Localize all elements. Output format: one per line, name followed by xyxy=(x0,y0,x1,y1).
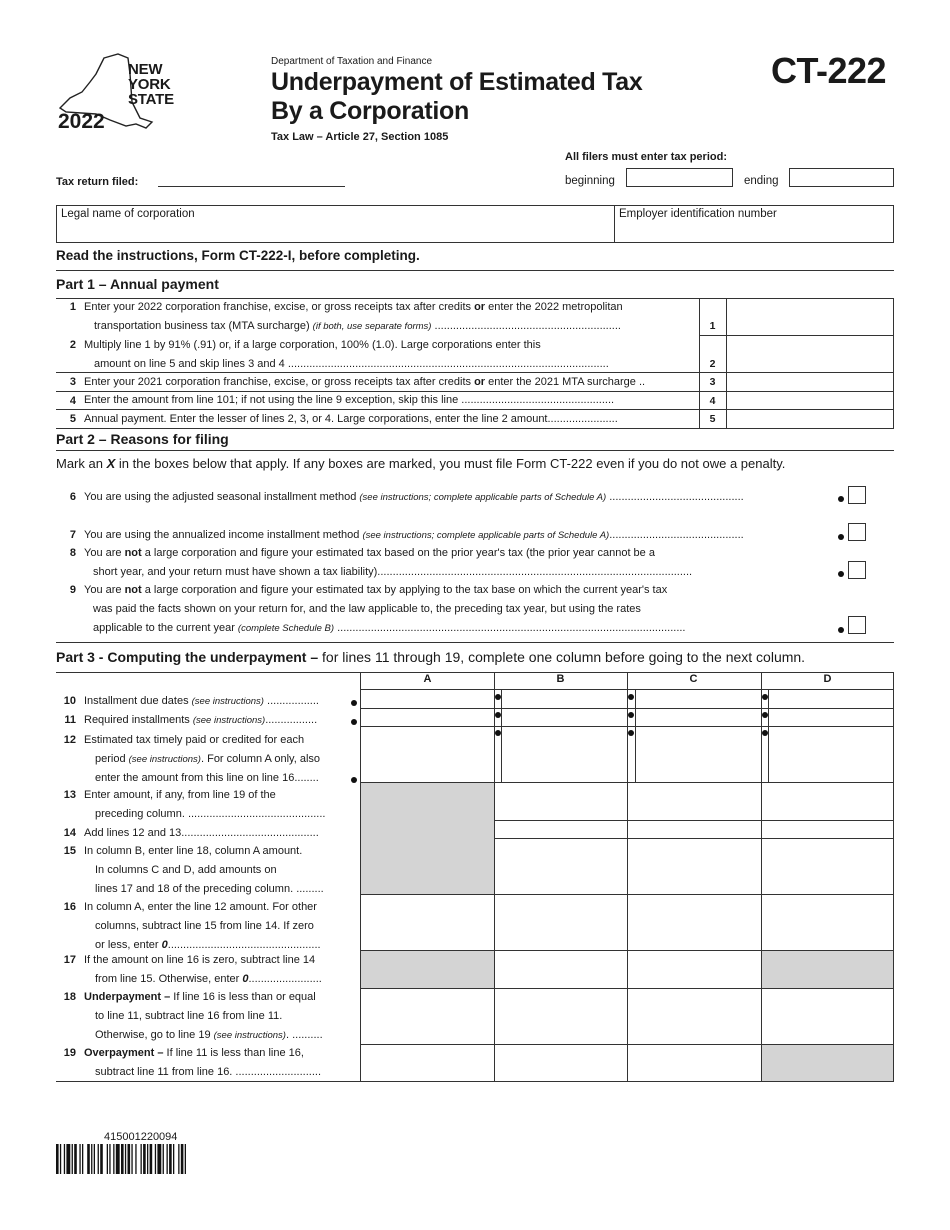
bullet-icon xyxy=(495,712,501,718)
shaded-cell xyxy=(761,950,894,988)
line-10-col-b-field[interactable] xyxy=(502,690,626,707)
line-15-col-d-field[interactable] xyxy=(762,839,893,893)
barcode-bar xyxy=(66,1144,70,1174)
line-14-col-c-field[interactable] xyxy=(628,821,759,837)
barcode-bar xyxy=(116,1144,120,1174)
barcode-icon xyxy=(56,1144,240,1174)
line-4-label: 4 xyxy=(709,395,716,407)
barcode-bar xyxy=(109,1144,110,1174)
line-15-col-c-field[interactable] xyxy=(628,839,759,893)
barcode-bar xyxy=(143,1144,146,1174)
line-10-col-c-field[interactable] xyxy=(635,690,759,707)
line-18-col-d-field[interactable] xyxy=(762,989,893,1043)
line-12-col-a-field[interactable] xyxy=(369,727,493,781)
line-3-text: Enter your 2021 corporation franchise, excise, or gross receipts tax after credits or enter the 2021 MTA surcharge .. xyxy=(84,376,646,388)
barcode-bar xyxy=(150,1144,153,1174)
line-11-col-d-field[interactable] xyxy=(769,709,893,725)
bullet-icon xyxy=(351,719,357,725)
bullet-icon xyxy=(351,700,357,706)
line-16-col-c-field[interactable] xyxy=(628,895,759,949)
bullet-icon xyxy=(628,694,634,700)
line-4-amount[interactable] xyxy=(727,392,892,408)
barcode-bar xyxy=(113,1144,114,1174)
beginning-label: beginning xyxy=(565,175,615,187)
barcode-bar xyxy=(64,1144,65,1174)
barcode-bar xyxy=(56,1144,59,1174)
instructions-note: Read the instructions, Form CT-222-I, before completing. xyxy=(56,248,420,263)
shaded-cell xyxy=(361,782,494,894)
column-header-c: C xyxy=(689,673,698,685)
bullet-icon xyxy=(351,777,357,783)
line-3-amount[interactable] xyxy=(727,373,892,390)
form-title: Underpayment of Estimated Tax By a Corporation xyxy=(271,68,643,125)
barcode-bar xyxy=(128,1144,131,1174)
line-19-label: 19 Overpayment – If line 11 is less than line 16, subtract line 11 from line 16. ............................ xyxy=(63,1047,321,1078)
line-number: 4 xyxy=(69,395,76,407)
divider xyxy=(56,642,894,643)
line-17-label: 17 If the amount on line 16 is zero, subtract line 14 from line 15. Otherwise, enter 0........................ xyxy=(63,954,322,985)
line-14-col-d-field[interactable] xyxy=(762,821,893,837)
barcode-bar xyxy=(121,1144,124,1174)
barcode-bar xyxy=(169,1144,172,1174)
tax-year: 2022 xyxy=(58,110,105,133)
line-2-text: Multiply line 1 by 91% (.91) or, if a large corporation, 100% (1.0). Large corporations enter this amount on line 5 and skip lines 3 and 4 ......................................................................................................... xyxy=(84,339,609,370)
form-number: CT-222 xyxy=(771,50,887,91)
ein-label: Employer identification number xyxy=(619,208,777,220)
line-number: 5 xyxy=(69,413,76,425)
column-header-b: B xyxy=(556,673,565,685)
line-5-label: 5 xyxy=(709,413,716,425)
line-2-amount[interactable] xyxy=(727,336,892,371)
barcode-bar xyxy=(107,1144,108,1174)
part1-table xyxy=(56,298,894,429)
line-6: 6 You are using the adjusted seasonal installment method (see instructions; complete applicable parts of Schedule A) ............................................ xyxy=(56,488,894,508)
barcode-bar xyxy=(141,1144,142,1174)
line-13-label: 13 Enter amount, if any, from line 19 of the preceding column. ............................................. xyxy=(63,789,326,820)
divider xyxy=(56,450,894,451)
tax-return-filed-label: Tax return filed: xyxy=(56,176,139,188)
line-9-checkbox[interactable] xyxy=(848,616,866,634)
bullet-icon xyxy=(495,730,501,736)
bullet-icon xyxy=(762,694,768,700)
barcode-bar xyxy=(157,1144,161,1174)
barcode-number: 415001220094 xyxy=(104,1131,178,1143)
divider xyxy=(56,1081,361,1082)
barcode-bar xyxy=(91,1144,92,1174)
bullet-icon xyxy=(762,730,768,736)
line-13-col-b-field[interactable] xyxy=(495,783,626,819)
legal-name-field[interactable] xyxy=(57,206,614,242)
barcode-bar xyxy=(131,1144,132,1174)
barcode-bar xyxy=(100,1144,103,1174)
ending-date-field[interactable] xyxy=(789,168,894,187)
line-18-label: 18 Underpayment – If line 16 is less than or equal to line 11, subtract line 16 from line 11. Otherwise, go to line 19 (see instructions). .......... xyxy=(63,991,323,1041)
line-5-amount[interactable] xyxy=(727,410,892,427)
bullet-icon xyxy=(838,627,844,633)
column-header-a: A xyxy=(423,673,432,685)
line-12-col-d-field[interactable] xyxy=(769,727,893,781)
bullet-icon xyxy=(628,712,634,718)
barcode-bar xyxy=(94,1144,95,1174)
beginning-date-field[interactable] xyxy=(626,168,733,187)
line-7: 7 You are using the annualized income installment method (see instructions; complete applicable parts of Schedule A)............................................ xyxy=(56,526,894,546)
tax-period-note: All filers must enter tax period: xyxy=(565,151,727,163)
line-12-label: 12 Estimated tax timely paid or credited for each period (see instructions). For column A only, also enter the amount from this line on line 16........ xyxy=(56,731,356,788)
line-10-col-a-field[interactable] xyxy=(369,690,493,707)
line-17-col-b-field[interactable] xyxy=(495,951,626,987)
line-number: 3 xyxy=(69,376,76,388)
line-5-text: Annual payment. Enter the lesser of lines 2, 3, or 4. Large corporations, enter the line 2 amount....................... xyxy=(84,413,618,425)
line-18-col-a-field[interactable] xyxy=(362,989,493,1043)
part1-heading: Part 1 – Annual payment xyxy=(56,276,219,292)
line-13-col-c-field[interactable] xyxy=(628,783,759,819)
line-number: 1 xyxy=(69,301,76,313)
barcode-bar xyxy=(82,1144,83,1174)
bullet-icon xyxy=(628,730,634,736)
department-name: Department of Taxation and Finance xyxy=(271,56,433,67)
line-6-checkbox[interactable] xyxy=(848,486,866,504)
ending-label: ending xyxy=(744,175,779,187)
barcode-bar xyxy=(79,1144,80,1174)
line-17-col-c-field[interactable] xyxy=(628,951,759,987)
barcode-bar xyxy=(173,1144,174,1174)
line-16-col-a-field[interactable] xyxy=(362,895,493,949)
barcode-bar xyxy=(87,1144,90,1174)
line-19-col-c-field[interactable] xyxy=(628,1045,759,1080)
divider xyxy=(56,270,894,271)
part2-heading: Part 2 – Reasons for filing xyxy=(56,431,229,447)
barcode-bar xyxy=(167,1144,168,1174)
logo-text: NEW YORK STATE xyxy=(128,61,174,108)
bullet-icon xyxy=(838,534,844,540)
ein-field[interactable] xyxy=(615,206,893,242)
line-11-col-b-field[interactable] xyxy=(502,709,626,725)
legal-name-label: Legal name of corporation xyxy=(61,208,195,220)
line-18-col-c-field[interactable] xyxy=(628,989,759,1043)
line-8: 8 You are not a large corporation and figure your estimated tax based on the prior year's tax (the prior year cannot be a short year, and your return must have shown a tax liability)....................................................................................................... xyxy=(56,544,894,582)
line-15-label: 15 In column B, enter line 18, column A amount. In columns C and D, add amounts on lines 17 and 18 of the preceding column. ......... xyxy=(63,845,324,895)
part3-heading: Part 3 - Computing the underpayment – for lines 11 through 19, complete one column before going to the next column. xyxy=(56,649,806,665)
line-16-label: 16 In column A, enter the line 12 amount. For other columns, subtract line 15 from line 14. If zero or less, enter 0.................................................. xyxy=(63,901,321,951)
barcode-bar xyxy=(60,1144,61,1174)
barcode-bar xyxy=(178,1144,179,1174)
line-12-col-b-field[interactable] xyxy=(502,727,626,781)
line-19-col-b-field[interactable] xyxy=(495,1045,626,1080)
line-14-label: 14 Add lines 12 and 13............................................. xyxy=(63,827,319,839)
bullet-icon xyxy=(762,712,768,718)
line-18-col-b-field[interactable] xyxy=(495,989,626,1043)
line-10-col-d-field[interactable] xyxy=(769,690,893,707)
line-14-col-b-field[interactable] xyxy=(495,821,626,837)
line-16-col-b-field[interactable] xyxy=(495,895,626,949)
line-9: 9 You are not a large corporation and figure your estimated tax by applying to the tax base on which the current year's tax was paid the facts shown on your return for, and the law applicable to, the preceding tax year, but using the rates applicable to the current year (complete Schedule B) .................................................................................................................. xyxy=(56,581,894,638)
barcode-bar xyxy=(181,1144,184,1174)
corporation-info-box xyxy=(56,205,894,243)
line-16-col-d-field[interactable] xyxy=(762,895,893,949)
line-7-checkbox[interactable] xyxy=(848,523,866,541)
line-4-text: Enter the amount from line 101; if not using the line 9 exception, skip this line .................................................. xyxy=(84,394,615,406)
line-13-col-d-field[interactable] xyxy=(762,783,893,819)
line-11-col-c-field[interactable] xyxy=(635,709,759,725)
line-number: 2 xyxy=(69,339,76,351)
line-1-label: 1 xyxy=(709,320,716,332)
barcode-bar xyxy=(185,1144,186,1174)
barcode-bar xyxy=(155,1144,156,1174)
barcode-bar xyxy=(74,1144,77,1174)
shaded-cell xyxy=(761,1044,894,1081)
line-12-col-c-field[interactable] xyxy=(635,727,759,781)
part2-intro: Mark an X in the boxes below that apply. If any boxes are marked, you must file Form CT-222 even if you do not owe a penalty. xyxy=(56,456,786,471)
line-15-col-b-field[interactable] xyxy=(495,839,626,893)
bullet-icon xyxy=(495,694,501,700)
line-3-label: 3 xyxy=(709,376,716,388)
barcode-bar xyxy=(98,1144,99,1174)
barcode-bar xyxy=(163,1144,164,1174)
line-11-label: 11 Required installments (see instructions)................. xyxy=(56,711,356,730)
line-10-label: 10 Installment due dates (see instructions) ................. xyxy=(56,692,356,711)
tax-return-filed-field[interactable] xyxy=(158,186,345,187)
line-11-col-a-field[interactable] xyxy=(369,709,493,725)
line-8-checkbox[interactable] xyxy=(848,561,866,579)
barcode-bar xyxy=(147,1144,148,1174)
barcode-bar xyxy=(125,1144,126,1174)
line-1-text: Enter your 2022 corporation franchise, excise, or gross receipts tax after credits or enter the 2022 metropolitan transportation business tax (MTA surcharge) (if both, use separate forms) ............................................................. xyxy=(84,301,623,332)
line-2-label: 2 xyxy=(709,358,716,370)
bullet-icon xyxy=(838,496,844,502)
shaded-cell xyxy=(361,950,494,988)
barcode-bar xyxy=(72,1144,73,1174)
nys-logo xyxy=(56,52,186,134)
bullet-icon xyxy=(838,571,844,577)
column-header-d: D xyxy=(823,673,832,685)
law-reference: Tax Law – Article 27, Section 1085 xyxy=(271,131,449,143)
line-19-col-a-field[interactable] xyxy=(362,1045,493,1080)
barcode-bar xyxy=(135,1144,136,1174)
